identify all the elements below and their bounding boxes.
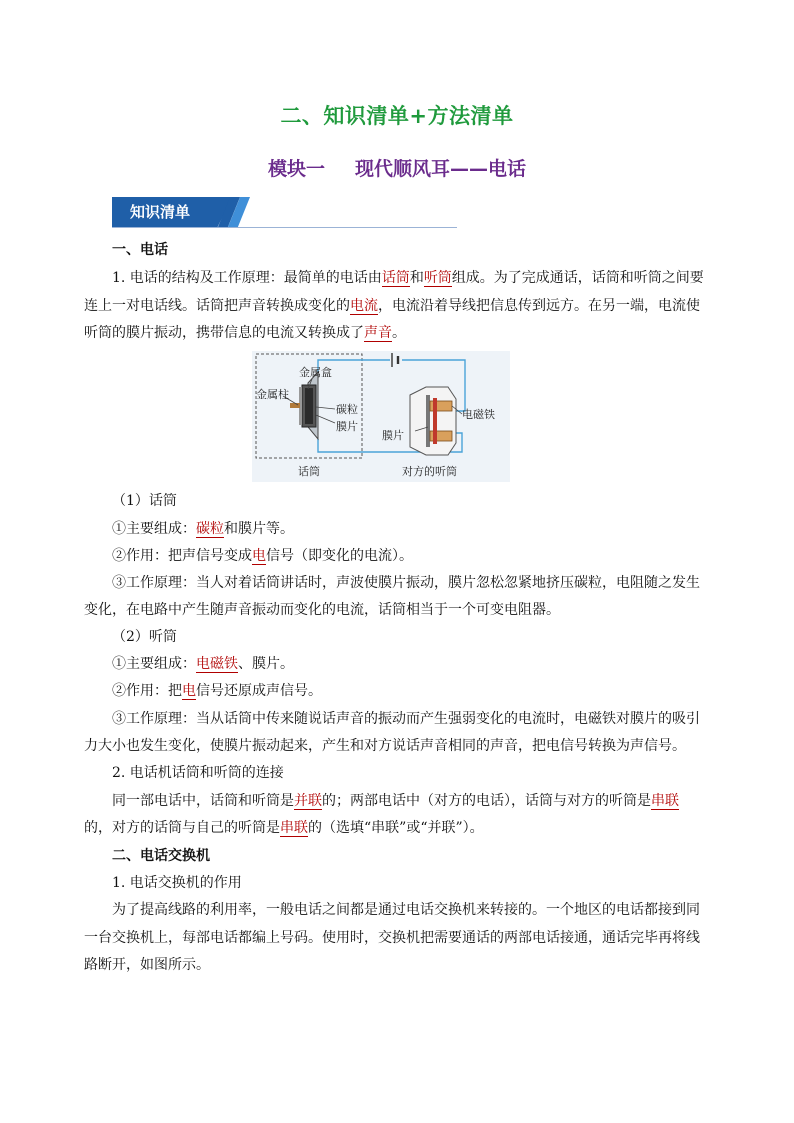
text: 同一部电话中，话筒和听筒是 xyxy=(112,793,294,809)
text: 、膜片。 xyxy=(238,656,294,672)
carbon-granules xyxy=(305,388,313,424)
label-diaphragm-left: 膜片 xyxy=(336,420,358,433)
paragraph-line xyxy=(84,319,406,347)
answer-blank: 电 xyxy=(252,548,266,564)
metal-post xyxy=(290,403,300,408)
earpiece-principle-line2: 力大小也发生变化，使膜片振动起来，产生和对方说话声音相同的声音，把电信号转换为声信号。 xyxy=(84,738,686,754)
module-name: 现代顺风耳——电话 xyxy=(355,158,527,180)
text: 的（选填“串联”或“并联”）。 xyxy=(308,820,484,836)
text: 的；两部电话中（对方的电话），话筒与对方的听筒是 xyxy=(322,793,651,809)
circuit-diagram xyxy=(252,351,510,482)
mic-principle-line2: 变化，在电路中产生随声音振动而变化的电流，话筒相当于一个可变电阻器。 xyxy=(84,602,560,618)
label-carbon-granules: 碳粒 xyxy=(336,403,358,416)
earpiece-function xyxy=(112,677,322,705)
module-label: 模块一 xyxy=(267,158,325,180)
answer-blank: 并联 xyxy=(294,793,322,809)
answer-blank: 碳粒 xyxy=(196,521,224,537)
connection-heading: 2. 电话机话筒和听筒的连接 xyxy=(112,765,284,781)
banner-underline xyxy=(112,227,457,228)
text: 组成。为了完成通话，话筒和听筒之间要 xyxy=(451,270,704,286)
answer-blank: 声音 xyxy=(364,325,392,341)
text: ，电流沿着导线把信息传到远方。在另一端，电流使 xyxy=(378,298,700,314)
text: 1. 电话的结构及工作原理：最简单的电话由 xyxy=(112,270,382,286)
paragraph-line xyxy=(112,264,704,292)
earpiece-components xyxy=(112,650,294,678)
module-title xyxy=(0,154,794,181)
connection-line2 xyxy=(84,814,484,842)
text: 。 xyxy=(392,325,406,341)
label-metal-post: 金属柱 xyxy=(256,388,289,401)
caption-microphone: 话筒 xyxy=(298,465,320,478)
exchange-subheading: 1. 电话交换机的作用 xyxy=(112,875,242,891)
exchange-line3: 路断开，如图所示。 xyxy=(84,957,210,973)
label-metal-box: 金属盒 xyxy=(299,366,332,379)
connection-line1 xyxy=(112,787,679,815)
answer-blank: 话筒 xyxy=(381,270,410,286)
banner-label: 知识清单 xyxy=(130,203,191,221)
text: ②作用：把声信号变成 xyxy=(112,548,252,564)
text: 信号（即变化的电流）。 xyxy=(266,548,413,564)
answer-blank: 串联 xyxy=(280,820,308,836)
answer-blank: 电流 xyxy=(350,298,378,314)
earpiece-principle-line1: ③工作原理：当从话筒中传来随说话声音的振动而产生强弱变化的电流时，电磁铁对膜片的吸引 xyxy=(112,711,700,727)
label-electromagnet: 电磁铁 xyxy=(462,408,495,421)
text: 信号还原成声信号。 xyxy=(196,683,322,699)
subsection-heading-microphone: （1）话筒 xyxy=(112,493,177,509)
earpiece-diaphragm xyxy=(426,395,430,447)
caption-earpiece: 对方的听筒 xyxy=(402,465,457,478)
magnet-core xyxy=(433,398,437,444)
mic-principle-line1: ③工作原理：当人对着话筒讲话时，声波使膜片振动，膜片忽松忽紧地挤压碳粒，电阻随之发生 xyxy=(112,575,700,591)
text: ①主要组成： xyxy=(112,521,196,537)
answer-blank: 电 xyxy=(182,683,196,699)
text: 的，对方的话筒与自己的听筒是 xyxy=(84,820,280,836)
answer-blank: 串联 xyxy=(651,793,679,809)
label-diaphragm-right: 膜片 xyxy=(382,429,404,442)
paragraph-line xyxy=(84,292,700,320)
text: 连上一对电话线。话筒把声音转换成变化的 xyxy=(84,298,350,314)
exchange-line1: 为了提高线路的利用率，一般电话之间都是通过电话交换机来转接的。一个地区的电话都接到同 xyxy=(112,902,700,918)
subsection-heading-earpiece: （2）听筒 xyxy=(112,629,177,645)
telephone-circuit-figure xyxy=(252,351,510,482)
mic-components xyxy=(112,515,294,543)
mic-function xyxy=(112,542,413,570)
main-title: 二、知识清单+方法清单 xyxy=(280,104,514,128)
text: ②作用：把 xyxy=(112,683,182,699)
answer-blank: 听筒 xyxy=(423,270,452,286)
knowledge-list-banner xyxy=(112,197,457,229)
section-heading-telephone: 一、电话 xyxy=(112,242,168,258)
exchange-line2: 一台交换机上，每部电话都编上号码。使用时，交换机把需要通话的两部电话接通，通话完毕再将线 xyxy=(84,930,700,946)
section-heading-exchange: 二、电话交换机 xyxy=(112,848,210,864)
text: 和膜片等。 xyxy=(224,521,294,537)
text: 听筒的膜片振动，携带信息的电流又转换成了 xyxy=(84,325,364,341)
text: ①主要组成： xyxy=(112,656,196,672)
answer-blank: 电磁铁 xyxy=(196,656,238,672)
text: 和 xyxy=(409,270,424,286)
